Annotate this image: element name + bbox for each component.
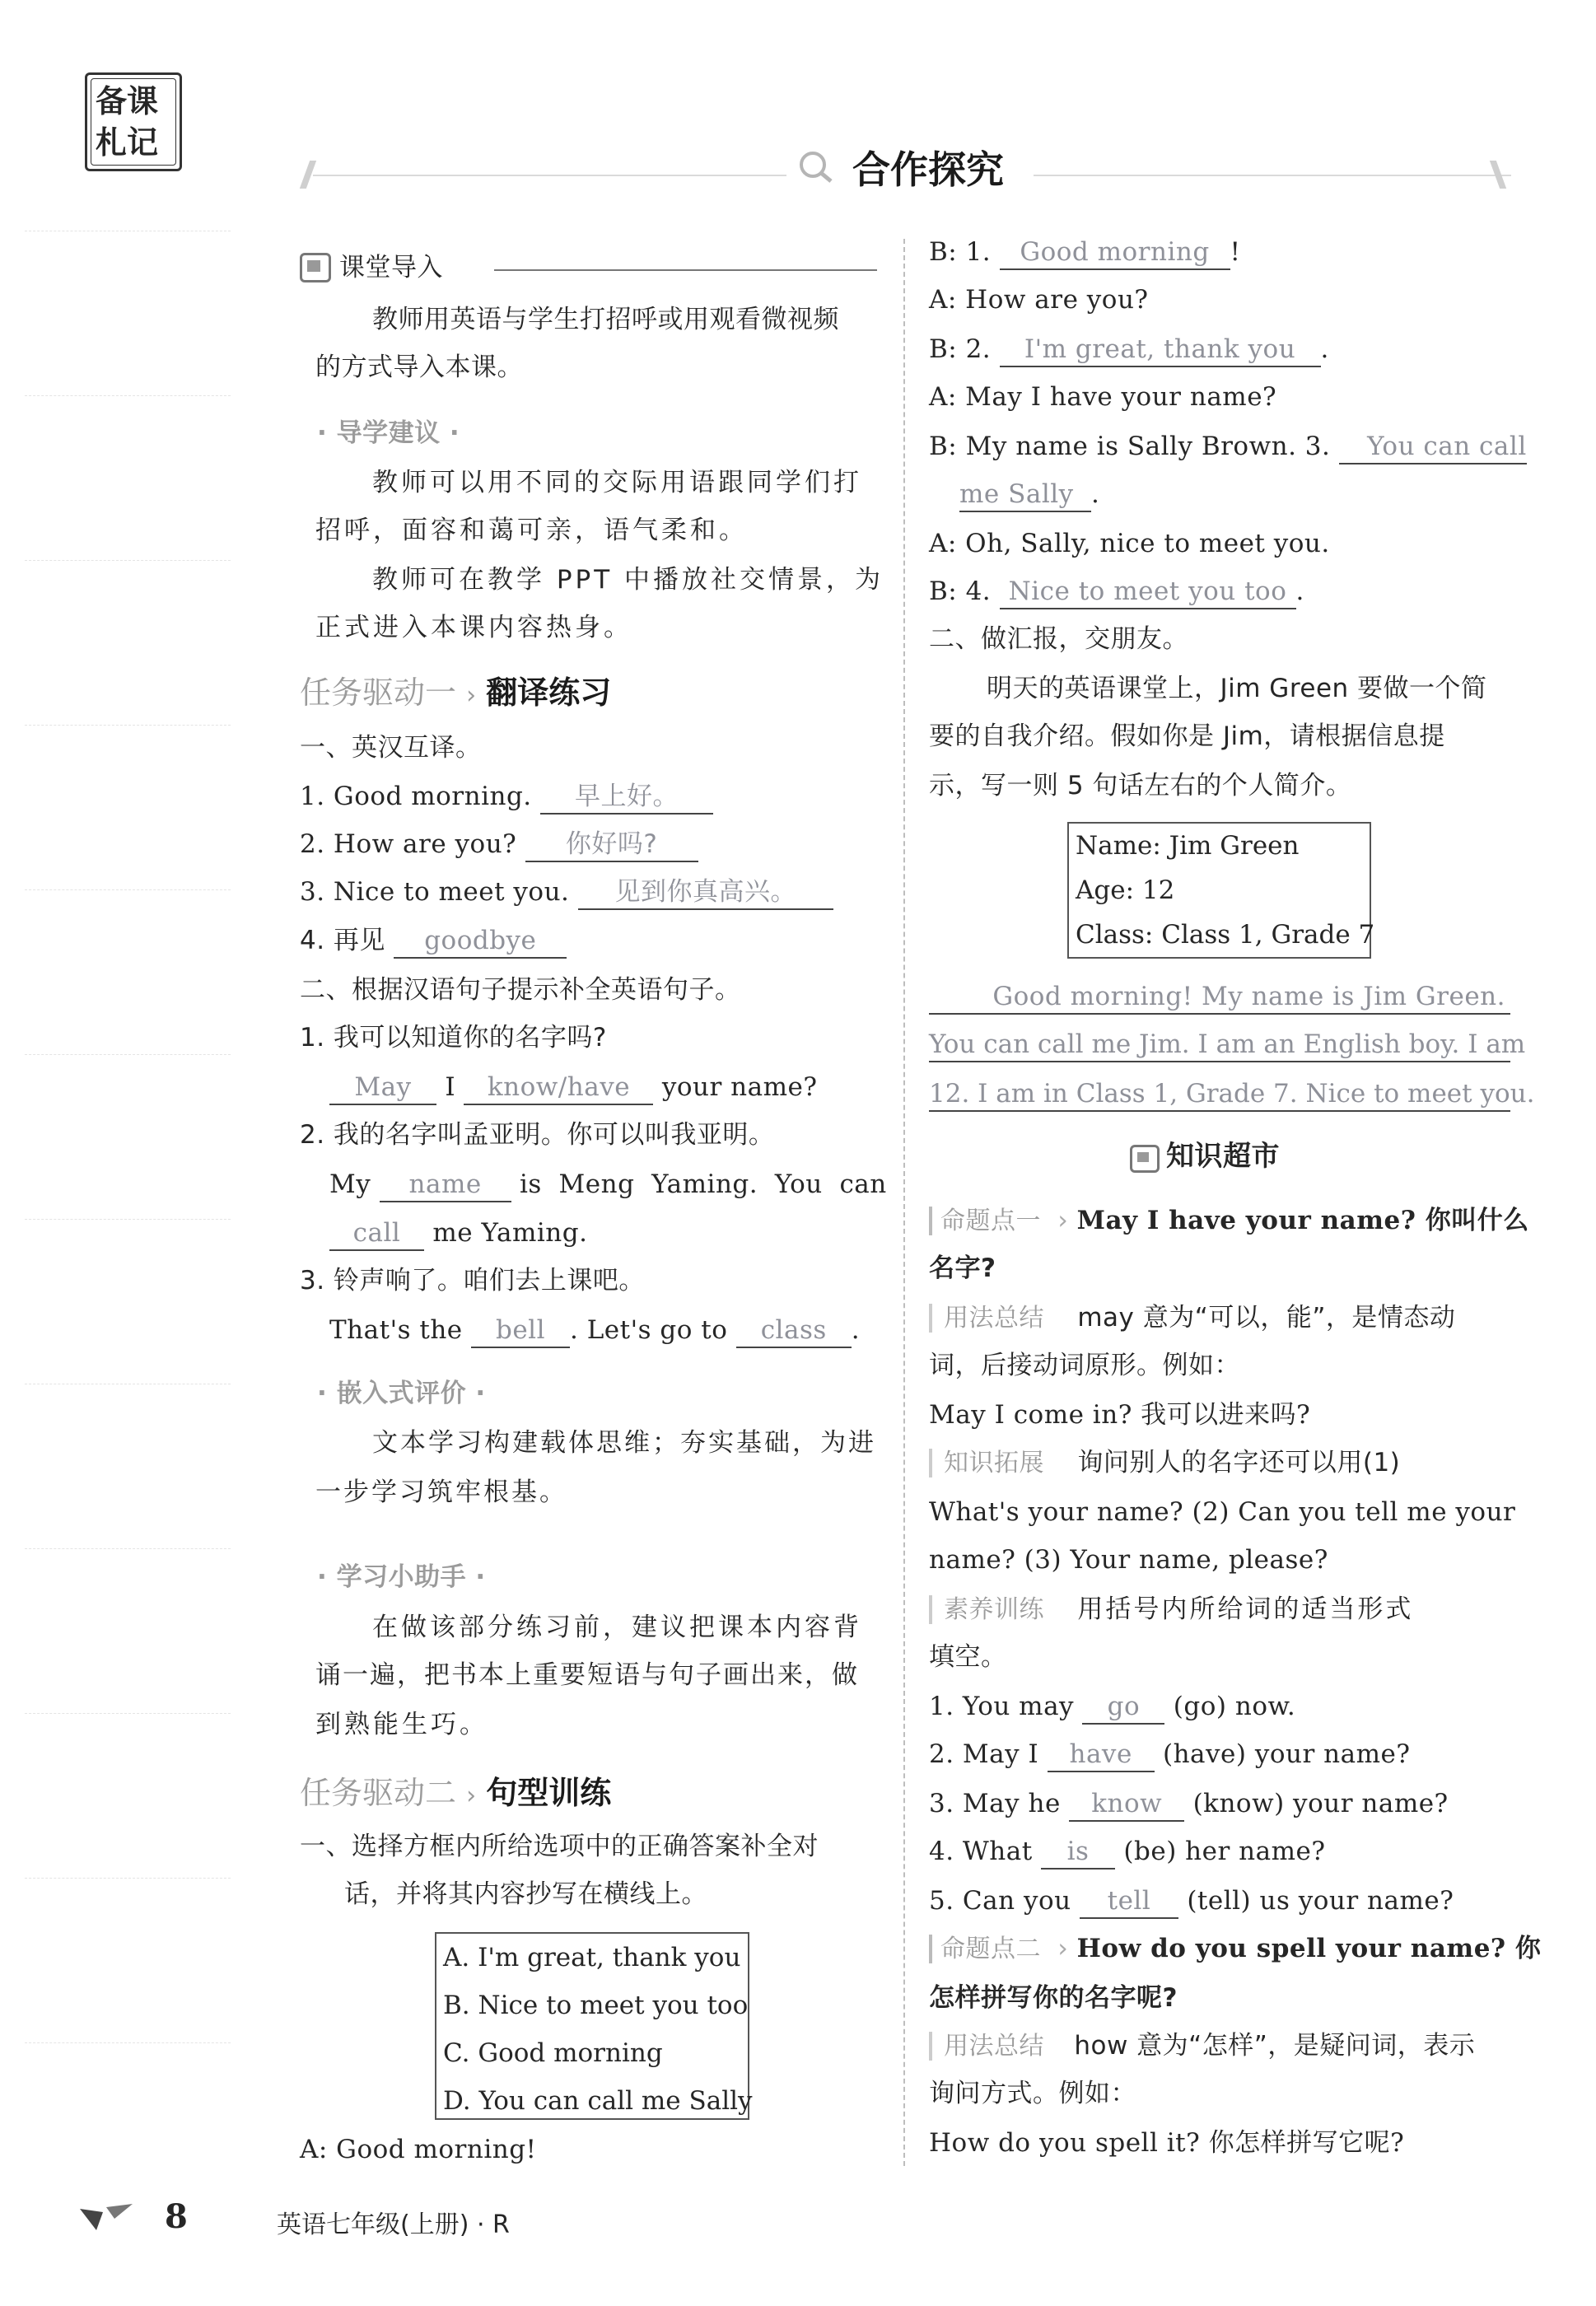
task1-prefix: 任务驱动一 xyxy=(300,675,457,711)
t1-q1: 1. Good morning. xyxy=(300,782,532,811)
essay-line-1: Good morning! My name is Jim Green. xyxy=(929,980,1510,1015)
d1 xyxy=(929,236,1240,270)
task2-prefix: 任务驱动二 xyxy=(300,1775,457,1811)
s2-a1: name xyxy=(380,1168,511,1202)
t2-section-1b: 话，并将其内容抄写在横线上。 xyxy=(344,1879,707,1909)
d1-end: ! xyxy=(1230,237,1241,267)
d4: A: May I have your name? xyxy=(929,382,1277,412)
usage2-line1 xyxy=(929,2029,1475,2063)
sec2-heading: 二、做汇报，交朋友。 xyxy=(929,624,1188,654)
helper-heading: · 学习小助手 · xyxy=(317,1562,486,1592)
t1-a2: 你好吗? xyxy=(525,828,698,862)
point1-tag: 命题点一 xyxy=(929,1207,1049,1235)
guide-text-1: 教师可以用不同的交际用语跟同学们打 xyxy=(372,468,862,497)
guide-text-3: 教师可在教学 PPT 中播放社交情景，为 xyxy=(372,565,884,595)
t1-item-4 xyxy=(300,924,567,959)
s1-end: your name? xyxy=(661,1072,818,1102)
usage2-text-1: how 意为“怎样”，是疑问词，表示 xyxy=(1074,2031,1476,2061)
t1-item-1 xyxy=(300,780,713,815)
s2-en-2 xyxy=(329,1216,587,1251)
t1-item-2 xyxy=(300,828,698,862)
s2-zh: 2. 我的名字叫孟亚明。你可以叫我亚明。 xyxy=(300,1120,775,1150)
guide-heading: · 导学建议 · xyxy=(317,418,460,448)
expand-text-2: What's your name? (2) Can you tell me your xyxy=(929,1497,1516,1527)
example1: May I come in? 我可以进来吗? xyxy=(929,1400,1311,1430)
t1-q3: 3. Nice to meet you. xyxy=(300,877,570,907)
chevron-right-icon: › xyxy=(1057,1934,1069,1963)
info-age: Age: 12 xyxy=(1076,875,1175,905)
d7-a: Nice to meet you too xyxy=(1000,575,1296,609)
usage1-text-2: 词，后接动词原形。例如： xyxy=(929,1351,1240,1380)
fill-1: 1. You may go (go) now. xyxy=(929,1690,1295,1725)
s3-en xyxy=(329,1314,860,1348)
d3-pre: B: 2. xyxy=(929,334,992,364)
options-box xyxy=(435,1932,753,2120)
essay-3 xyxy=(929,1077,1535,1112)
s2-a2: call xyxy=(329,1216,424,1251)
intro-text-2: 的方式导入本课。 xyxy=(315,352,523,382)
expand-text-3: name? (3) Your name, please? xyxy=(929,1545,1328,1575)
task2-heading xyxy=(300,1772,611,1817)
usage1-tag: 用法总结 xyxy=(929,1304,1056,1333)
footer-ornament-icon xyxy=(78,2201,136,2234)
fill-a4: is xyxy=(1041,1835,1115,1870)
usage1-text-1: may 意为“可以，能”，是情态动 xyxy=(1077,1303,1456,1333)
sec2-text-3: 示，写一则 5 句话左右的个人简介。 xyxy=(929,771,1352,801)
usage2-text-2: 询问方式。例如： xyxy=(929,2079,1136,2108)
s1-a1: May xyxy=(329,1071,436,1105)
d7-end: . xyxy=(1295,576,1304,606)
shop-icon xyxy=(1130,1145,1160,1173)
magnifier-icon xyxy=(795,147,836,184)
intro-icon xyxy=(300,253,331,282)
intro-heading: 课堂导入 xyxy=(339,253,443,282)
guide-text-4: 正式进入本课内容热身。 xyxy=(315,613,632,642)
point2-line1 xyxy=(929,1932,1541,1966)
sec2-text-1: 明天的英语课堂上，Jim Green 要做一个简 xyxy=(987,674,1487,703)
point2-title-1: How do you spell your name? 你 xyxy=(1076,1934,1542,1963)
fill-a1: go xyxy=(1082,1690,1164,1725)
point2-tag: 命题点二 xyxy=(929,1935,1049,1963)
s3-end: . xyxy=(851,1315,861,1345)
d5b xyxy=(959,478,1099,512)
info-box xyxy=(1067,822,1375,959)
d1-a: Good morning xyxy=(1000,236,1230,270)
s2-en-1 xyxy=(329,1168,887,1202)
helper-text-2: 诵一遍，把书本上重要短语与句子画出来，做 xyxy=(315,1660,859,1690)
expand-text-1: 询问别人的名字还可以用(1) xyxy=(1077,1448,1401,1477)
point2-title-2: 怎样拼写你的名字呢? xyxy=(929,1983,1178,2013)
guide-text-2: 招呼，面容和蔼可亲，语气柔和。 xyxy=(315,516,748,545)
d1-pre: B: 1. xyxy=(929,237,992,267)
info-class: Class: Class 1, Grade 7 xyxy=(1076,920,1375,950)
s2-mid: is Meng Yaming. You can xyxy=(519,1169,887,1199)
d5-a2: me Sally xyxy=(959,478,1091,512)
market-title: 知识超市 xyxy=(1166,1140,1280,1173)
s1-mid: I xyxy=(445,1072,456,1102)
usage2-tag: 用法总结 xyxy=(929,2032,1056,2061)
option-b: B. Nice to meet you too xyxy=(443,1991,749,2020)
s3-a1: bell xyxy=(471,1314,570,1348)
essay-1 xyxy=(929,980,1510,1015)
fill-a2: have xyxy=(1048,1738,1155,1772)
d3-a: I'm great, thank you xyxy=(1000,333,1321,367)
d5a xyxy=(929,430,1527,464)
s2-end: me Yaming. xyxy=(432,1218,588,1248)
train-text-1: 用括号内所给词的适当形式 xyxy=(1077,1594,1414,1624)
d5-pre: B: My name is Sally Brown. 3. xyxy=(929,432,1331,461)
point1-title-1: May I have your name? 你叫什么 xyxy=(1076,1206,1529,1235)
page-title: 合作探究 xyxy=(852,147,1004,192)
d2: A: How are you? xyxy=(929,285,1149,315)
example2: How do you spell it? 你怎样拼写它呢? xyxy=(929,2128,1405,2158)
stamp-line-1: 备课 xyxy=(96,83,159,119)
s1-en xyxy=(329,1071,817,1105)
chevron-right-icon: › xyxy=(466,1781,477,1810)
d5-a1: You can call xyxy=(1339,430,1527,464)
expand-line1 xyxy=(929,1446,1400,1480)
s3-mid: . Let's go to xyxy=(570,1315,728,1345)
chevron-right-icon: › xyxy=(466,681,477,710)
sec2-text-2: 要的自我介绍。假如你是 Jim，请根据信息提 xyxy=(929,721,1445,751)
d3-end: . xyxy=(1320,334,1329,364)
d3 xyxy=(929,333,1329,367)
essay-line-3: 12. I am in Class 1, Grade 7. Nice to meet you. xyxy=(929,1077,1510,1112)
helper-text-1: 在做该部分练习前，建议把课本内容背 xyxy=(372,1613,862,1642)
dialog-start: A: Good morning! xyxy=(300,2135,537,2164)
train-tag: 素养训练 xyxy=(929,1595,1056,1624)
essay-2 xyxy=(929,1028,1526,1062)
task2-name: 句型训练 xyxy=(486,1775,612,1811)
chevron-right-icon: › xyxy=(1057,1206,1069,1235)
option-c: C. Good morning xyxy=(443,2038,663,2068)
intro-text-1: 教师用英语与学生打招呼或用观看微视频 xyxy=(372,305,839,334)
d6: A: Oh, Sally, nice to meet you. xyxy=(929,529,1330,558)
eval-heading: · 嵌入式评价 · xyxy=(317,1379,486,1408)
helper-text-3: 到熟能生巧。 xyxy=(315,1710,488,1739)
task1-heading xyxy=(300,672,611,717)
train-text-2: 填空。 xyxy=(929,1642,1007,1672)
t1-a3: 见到你真高兴。 xyxy=(578,875,833,910)
s1-a2: know/have xyxy=(464,1071,653,1105)
eval-text-1: 文本学习构建载体思维；夯实基础，为进 xyxy=(372,1428,876,1458)
t1-q2: 2. How are you? xyxy=(300,829,517,859)
t1-a1: 早上好。 xyxy=(540,780,713,815)
s3-zh: 3. 铃声响了。咱们去上课吧。 xyxy=(300,1266,645,1295)
d5-end: . xyxy=(1091,479,1100,509)
point1-title-2: 名字? xyxy=(929,1253,996,1283)
fill-5: 5. Can you tell (tell) us your name? xyxy=(929,1884,1454,1919)
train-line1 xyxy=(929,1593,1413,1627)
page-number: 8 xyxy=(165,2197,188,2236)
point1-line1 xyxy=(929,1204,1529,1238)
fill-a3: know xyxy=(1069,1787,1184,1822)
info-name: Name: Jim Green xyxy=(1076,831,1300,861)
t1-q4: 4. 再见 xyxy=(300,926,385,955)
t1-a4: goodbye xyxy=(394,924,567,959)
s1-zh: 1. 我可以知道你的名字吗? xyxy=(300,1023,607,1053)
s3-a2: class xyxy=(736,1314,852,1348)
s2-pre: My xyxy=(329,1169,371,1199)
essay-line-2: You can call me Jim. I am an English boy. I am xyxy=(929,1028,1510,1062)
d7-pre: B: 4. xyxy=(929,576,992,606)
eval-text-2: 一步学习筑牢根基。 xyxy=(315,1477,567,1507)
book-name: 英语七年级(上册) · R xyxy=(277,2210,510,2239)
s3-pre: That's the xyxy=(329,1315,463,1345)
t1-section-2: 二、根据汉语句子提示补全英语句子。 xyxy=(300,975,741,1005)
option-d: D. You can call me Sally xyxy=(443,2086,753,2116)
t1-section-1: 一、英汉互译。 xyxy=(300,733,482,763)
fill-3: 3. May he know (know) your name? xyxy=(929,1787,1449,1822)
option-a: A. I'm great, thank you xyxy=(443,1943,741,1972)
usage1-line1 xyxy=(929,1301,1455,1335)
fill-2: 2. May I have (have) your name? xyxy=(929,1738,1410,1772)
t1-item-3 xyxy=(300,875,833,910)
side-stamp xyxy=(85,72,182,171)
t2-section-1a: 一、选择方框内所给选项中的正确答案补全对 xyxy=(300,1832,819,1861)
column-divider xyxy=(903,239,905,2166)
stamp-line-2: 札记 xyxy=(96,124,159,161)
expand-tag: 知识拓展 xyxy=(929,1449,1056,1477)
task1-name: 翻译练习 xyxy=(486,675,612,711)
d7 xyxy=(929,575,1304,609)
fill-a5: tell xyxy=(1080,1884,1178,1919)
intro-heading-rule xyxy=(494,269,877,271)
fill-4: 4. What is (be) her name? xyxy=(929,1835,1325,1870)
